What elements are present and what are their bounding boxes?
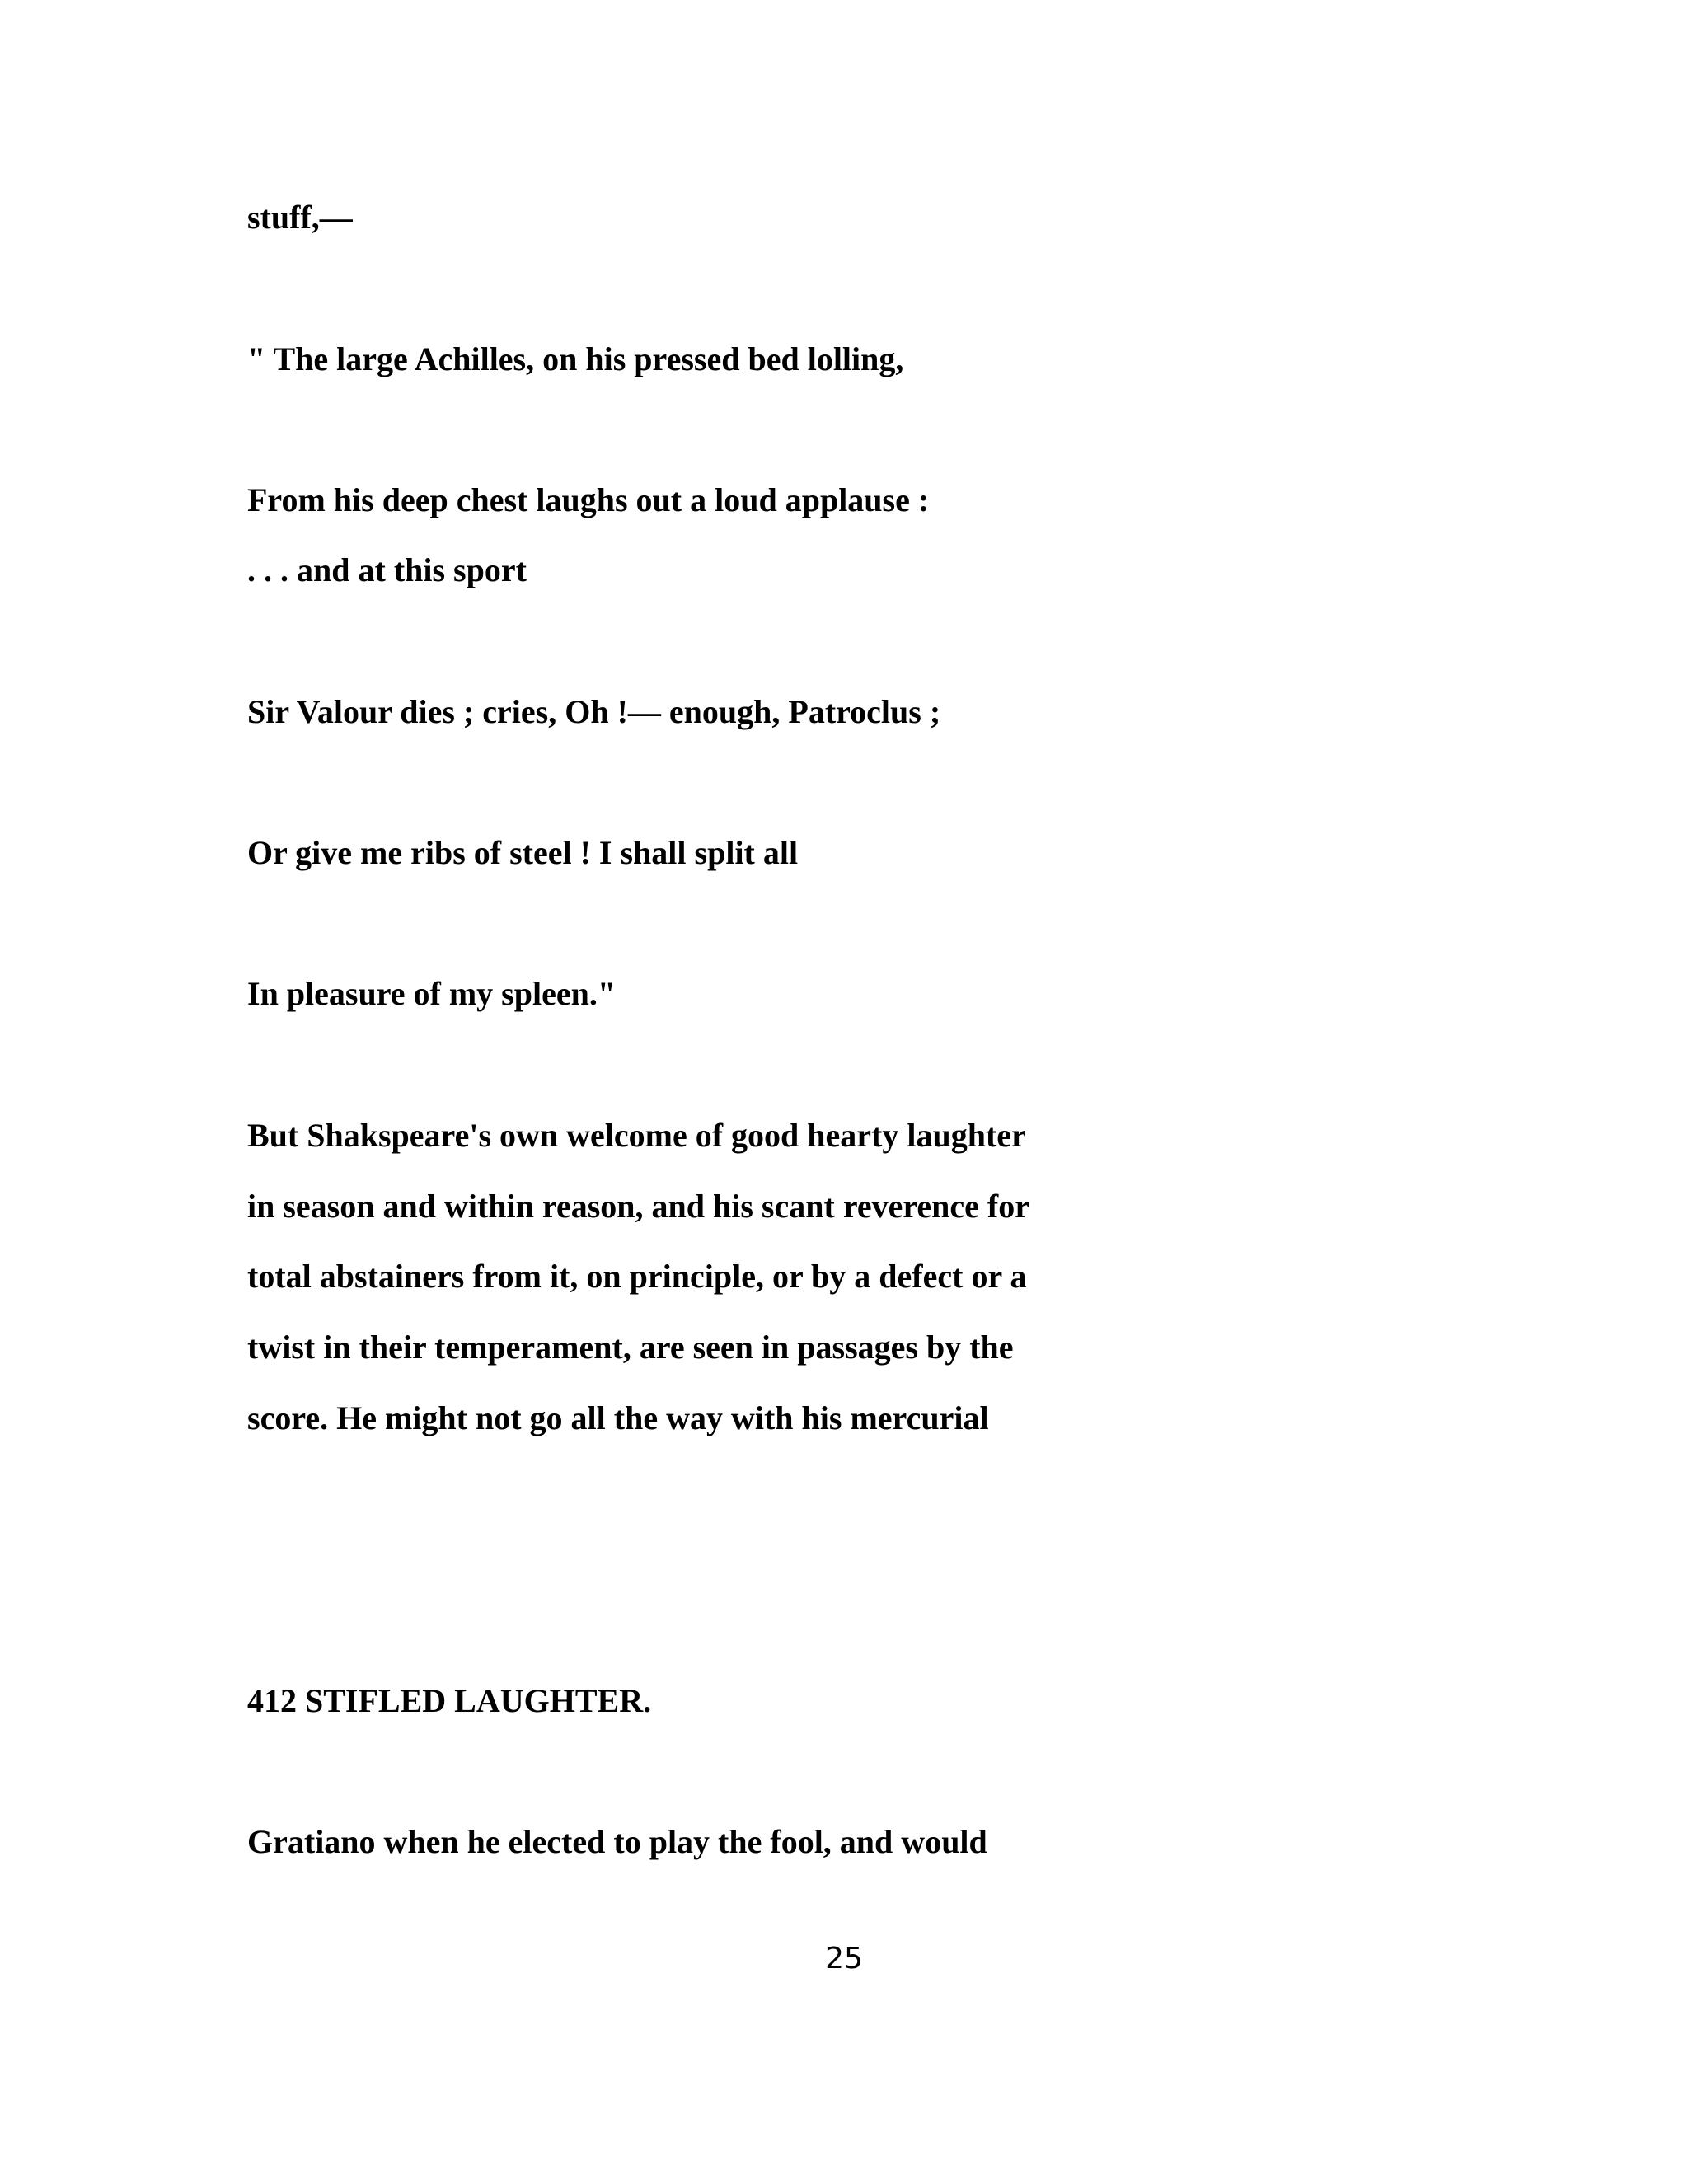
running-header: 412 STIFLED LAUGHTER.: [247, 1682, 652, 1719]
text-line: total abstainers from it, on principle, or by a defect or a: [247, 1258, 1027, 1295]
text-line: twist in their temperament, are seen in passages by the: [247, 1329, 1014, 1366]
text-line: . . . and at this sport: [247, 551, 527, 588]
text-line: Gratiano when he elected to play the fool, and would: [247, 1823, 987, 1860]
text-line: In pleasure of my spleen.": [247, 975, 617, 1012]
page-number: 25: [825, 1942, 863, 1975]
text-line: Or give me ribs of steel ! I shall split all: [247, 834, 799, 871]
text-line: From his deep chest laughs out a loud applause :: [247, 481, 930, 518]
text-line: stuff,—: [247, 199, 353, 236]
text-line: in season and within reason, and his scant reverence for: [247, 1188, 1029, 1225]
text-line: But Shakspeare's own welcome of good hearty laughter: [247, 1117, 1026, 1154]
text-line: " The large Achilles, on his pressed bed lolling,: [247, 340, 904, 377]
text-line: Sir Valour dies ; cries, Oh !— enough, Patroclus ;: [247, 693, 941, 730]
text-line: score. He might not go all the way with his mercurial: [247, 1399, 989, 1436]
